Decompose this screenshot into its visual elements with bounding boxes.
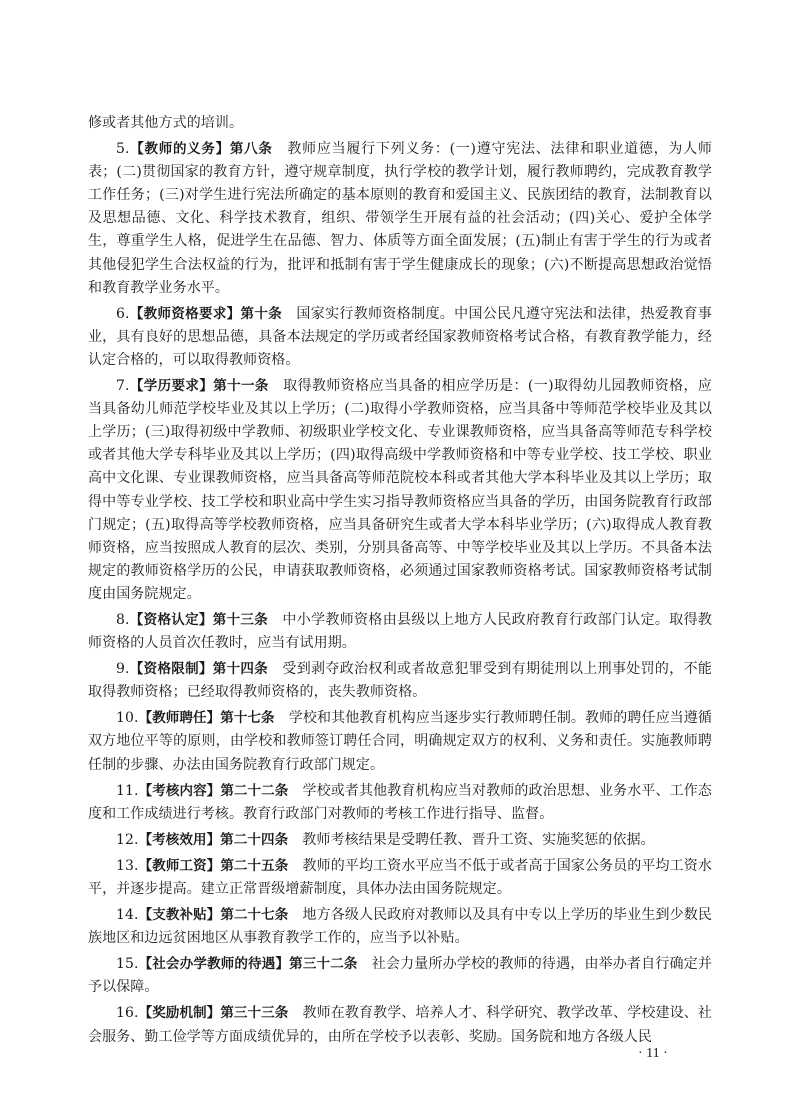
item-heading: 【学历要求】第十一条 xyxy=(129,378,269,395)
article-item-6 xyxy=(88,303,712,372)
item-number: 6. xyxy=(116,305,130,322)
item-text: 中小学教师资格由县级以上地方人民政府教育行政部门认定。取得教师资格的人员首次任教时，应当有试用期。 xyxy=(88,611,713,652)
article-item-12 xyxy=(88,829,712,852)
item-text: 国家实行教师资格制度。中国公民凡遵守宪法和法律，热爱教育事业，具有良好的思想品德，具备本法规定的学历或者经国家教师资格考试合格，有教育教学能力，经认定合格的，可以取得教师资格。 xyxy=(88,305,712,368)
item-heading: 【教师工资】第二十五条 xyxy=(138,857,289,874)
item-text: 教师在教育教学、培养人才、科学研究、教学改革、学校建设、社会服务、勤工俭学等方面成绩优异的，由所在学校予以表彰、奖励。国务院和地方各级人民 xyxy=(88,1005,712,1045)
item-number: 12. xyxy=(116,831,139,848)
item-number: 5. xyxy=(116,141,130,158)
item-text: 受到剥夺政治权利或者故意犯罪受到有期徒刑以上刑事处罚的，不能取得教师资格；已经取得教师资格的，丧失教师资格。 xyxy=(88,661,713,701)
article-item-13 xyxy=(88,855,712,901)
article-item-9 xyxy=(88,658,712,704)
intro-paragraph: 修或者其他方式的培训。 xyxy=(88,115,244,131)
item-heading: 【奖励机制】第三十三条 xyxy=(138,1005,289,1022)
document-body xyxy=(88,112,712,1049)
article-item-7 xyxy=(88,375,712,606)
item-text: 教师考核结果是受聘任教、晋升工资、实施奖惩的依据。 xyxy=(288,831,655,848)
article-item-16 xyxy=(88,1002,712,1048)
page-number: · 11 · xyxy=(638,1046,668,1061)
item-number: 14. xyxy=(116,907,139,924)
item-heading: 【教师的义务】第八条 xyxy=(129,141,273,158)
item-heading: 【教师聘任】第十七条 xyxy=(138,710,275,727)
article-item-8 xyxy=(88,609,712,655)
item-number: 11. xyxy=(116,782,139,799)
item-heading: 【资格限制】第十四条 xyxy=(129,661,269,678)
item-heading: 【资格认定】第十三条 xyxy=(129,611,269,628)
item-text: 学校和其他教育机构应当逐步实行教师聘任制。教师的聘任应当遵循双方地位平等的原则，由学校和教师签订聘任合同，明确规定双方的权利、义务和责任。实施教师聘任制的步骤、办法由国务院教育行政部门规定。 xyxy=(88,710,712,773)
article-item-5 xyxy=(88,138,712,300)
item-number: 16. xyxy=(116,1005,139,1022)
item-text: 教师应当履行下列义务：(一)遵守宪法、法律和职业道德，为人师表；(二)贯彻国家的教育方针，遵守规章制度，执行学校的教学计划，履行教师聘约，完成教育教学工作任务；(三)对学生进行宪法所确定的基本原则的教育和爱国主义、民族团结的教育，法制教育以及思想品德、文化、科学技术教育，组织、带领学生开展有益的社会活动；(四)关心、爱护全体学生，尊重学生人格，促进学生在品德、智力、体质等方面全面发展；(五)制止有害于学生的行为或者其他侵犯学生合法权益的行为，批评和抵制有害于学生健康成长的现象；(六)不断提高思想政治觉悟和教育教学业务水平。 xyxy=(88,141,712,296)
article-item-15 xyxy=(88,953,712,999)
item-number: 13. xyxy=(116,857,139,874)
item-heading: 【社会办学教师的待遇】第三十二条 xyxy=(138,956,358,973)
item-text: 社会力量所办学校的教师的待遇，由举办者自行确定并予以保障。 xyxy=(88,956,712,996)
item-heading: 【考核效用】第二十四条 xyxy=(138,831,289,848)
item-number: 7. xyxy=(116,378,130,395)
item-heading: 【教师资格要求】第十条 xyxy=(129,305,283,322)
item-text: 取得教师资格应当具备的相应学历是：(一)取得幼儿园教师资格，应当具备幼儿师范学校毕业及其以上学历；(二)取得小学教师资格，应当具备中等师范学校毕业及其以上学历；(三)取得初级中学教师、初级职业学校文化、专业课教师资格，应当具备高等师范专科学校或者其他大学专科毕业及其以上学历；(四)取得高级中学教师资格和中等专业学校、技工学校、职业高中文化课、专业课教师资格，应当具备高等师范院校本科或者其他大学本科毕业及其以上学历；取得中等专业学校、技工学校和职业高中学生实习指导教师资格应当具备的学历，由国务院教育行政部门规定；(五)取得高等学校教师资格，应当具备研究生或者大学本科毕业学历；(六)取得成人教育教师资格，应当按照成人教育的层次、类别，分别具备高等、中等学校毕业及其以上学历。不具备本法规定的教师资格学历的公民，申请获取教师资格，必须通过国家教师资格考试。国家教师资格考试制度由国务院规定。 xyxy=(88,378,713,602)
item-number: 15. xyxy=(116,956,139,973)
item-text: 学校或者其他教育机构应当对教师的政治思想、业务水平、工作态度和工作成绩进行考核。教育行政部门对教师的考核工作进行指导、监督。 xyxy=(88,782,712,822)
item-heading: 【考核内容】第二十二条 xyxy=(138,782,289,799)
item-heading: 【支教补贴】第二十七条 xyxy=(138,907,289,924)
item-number: 9. xyxy=(116,661,130,678)
item-number: 10. xyxy=(116,710,139,727)
item-text: 地方各级人民政府对教师以及具有中专以上学历的毕业生到少数民族地区和边远贫困地区从事教育教学工作的，应当予以补贴。 xyxy=(88,907,712,947)
item-number: 8. xyxy=(116,611,130,628)
article-item-11 xyxy=(88,780,712,826)
item-text: 教师的平均工资水平应当不低于或者高于国家公务员的平均工资水平，并逐步提高。建立正常晋级增薪制度，具体办法由国务院规定。 xyxy=(88,857,712,897)
article-item-14 xyxy=(88,904,712,950)
article-item-10 xyxy=(88,707,712,776)
